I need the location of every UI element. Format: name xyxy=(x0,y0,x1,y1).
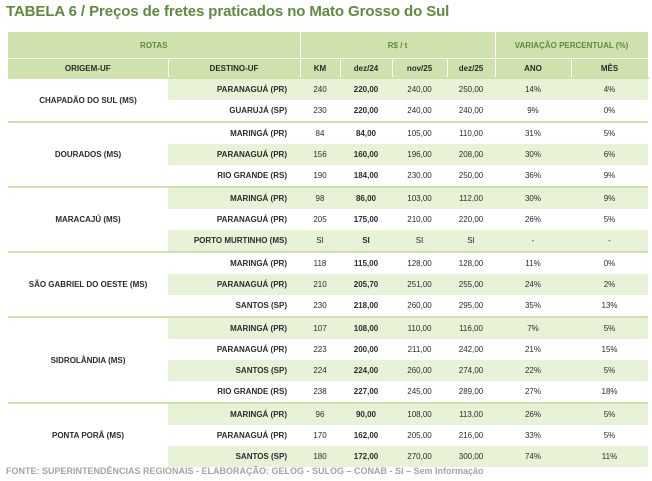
km-cell: 230 xyxy=(313,301,327,310)
destination-cell: PARANAGUÁ (PR) xyxy=(216,215,287,224)
month-variation-cell: 0% xyxy=(571,252,648,274)
dec24-cell: 175,00 xyxy=(353,215,379,224)
year-variation-cell: 30% xyxy=(495,187,571,209)
dec25-cell: 208,00 xyxy=(447,144,495,165)
year-variation-cell: 31% xyxy=(495,122,571,144)
km-cell: 98 xyxy=(300,187,340,209)
destination-cell: MARINGÁ (PR) xyxy=(168,122,300,144)
year-variation-cell: 24% xyxy=(495,274,571,295)
header-group-row xyxy=(8,32,648,59)
year-variation-cell: 7% xyxy=(495,317,571,339)
dec25-cell: 216,00 xyxy=(458,431,484,440)
dec24-cell: 162,00 xyxy=(353,431,379,440)
table-row xyxy=(8,317,648,339)
nov25-cell: 251,00 xyxy=(392,274,447,295)
destination-cell: MARINGÁ (PR) xyxy=(168,403,300,425)
dec24-cell: 224,00 xyxy=(340,360,392,381)
month-variation-cell: 6% xyxy=(571,144,648,165)
destination-cell: MARINGÁ (PR) xyxy=(168,317,300,339)
origin-cell: SIDROLÂNDIA (MS) xyxy=(8,317,168,403)
destination-cell: RIO GRANDE (RS) xyxy=(217,171,287,180)
dec25-cell: SI xyxy=(447,230,495,252)
header-year: ANO xyxy=(495,59,571,79)
km-cell: 224 xyxy=(300,360,340,381)
month-variation-cell: 4% xyxy=(571,78,648,100)
km-cell: 190 xyxy=(313,171,327,180)
dec25-cell: 274,00 xyxy=(447,360,495,381)
km-cell: 210 xyxy=(300,274,340,295)
dec25-cell: 255,00 xyxy=(447,274,495,295)
dec24-cell: 220,00 xyxy=(340,78,392,100)
month-variation-cell: 5% xyxy=(571,317,648,339)
dec25-cell: 242,00 xyxy=(458,345,484,354)
dec25-cell: 112,00 xyxy=(447,187,495,209)
header-dec25: dez/25 xyxy=(447,59,495,79)
month-variation-cell: 18% xyxy=(601,387,618,396)
month-variation-cell: 2% xyxy=(571,274,648,295)
nov25-cell: 240,00 xyxy=(407,106,432,115)
destination-cell: PARANAGUÁ (PR) xyxy=(216,431,287,440)
km-cell: 156 xyxy=(300,144,340,165)
table-row xyxy=(8,252,648,274)
month-variation-cell: 9% xyxy=(603,171,616,180)
destination-cell: SANTOS (SP) xyxy=(235,301,287,310)
destination-cell: MARINGÁ (PR) xyxy=(168,187,300,209)
nov25-cell: 210,00 xyxy=(407,215,432,224)
origin-cell: DOURADOS (MS) xyxy=(8,122,168,187)
dec24-cell: 86,00 xyxy=(340,187,392,209)
nov25-cell: 196,00 xyxy=(392,144,447,165)
origin-cell: CHAPADÃO DO SUL (MS) xyxy=(8,78,168,122)
dec25-cell: 295,00 xyxy=(458,301,484,310)
nov25-cell: 108,00 xyxy=(392,403,447,425)
nov25-cell: 103,00 xyxy=(392,187,447,209)
month-variation-cell: 9% xyxy=(571,187,648,209)
year-variation-cell: 35% xyxy=(524,301,541,310)
dec24-cell: 205,70 xyxy=(340,274,392,295)
destination-cell: PARANAGUÁ (PR) xyxy=(168,274,300,295)
year-variation-cell: 36% xyxy=(524,171,541,180)
origin-cell: PONTA PORÃ (MS) xyxy=(8,403,168,467)
year-variation-cell: 30% xyxy=(495,144,571,165)
dec24-cell: SI xyxy=(340,230,392,252)
nov25-cell: 110,00 xyxy=(392,317,447,339)
nov25-cell: SI xyxy=(392,230,447,252)
dec25-cell: 113,00 xyxy=(447,403,495,425)
dec25-cell: 110,00 xyxy=(447,122,495,144)
month-variation-cell: 13% xyxy=(601,301,618,310)
km-cell: 170 xyxy=(313,431,327,440)
dec25-cell: 128,00 xyxy=(447,252,495,274)
month-variation-cell: 5% xyxy=(571,403,648,425)
km-cell: 205 xyxy=(313,215,327,224)
year-variation-cell: - xyxy=(495,230,571,252)
header-km: KM xyxy=(300,59,340,79)
table-row xyxy=(8,122,648,144)
km-cell: 118 xyxy=(300,252,340,274)
km-cell: 240 xyxy=(300,78,340,100)
dec25-cell: 250,00 xyxy=(447,78,495,100)
table-row xyxy=(8,403,648,425)
month-variation-cell: 5% xyxy=(603,215,616,224)
nov25-cell: 270,00 xyxy=(392,446,447,467)
destination-cell: PARANAGUÁ (PR) xyxy=(216,345,287,354)
dec24-cell: 90,00 xyxy=(340,403,392,425)
destination-cell: GUARUJÁ (SP) xyxy=(229,106,287,115)
month-variation-cell: 15% xyxy=(601,345,618,354)
dec24-cell: 115,00 xyxy=(340,252,392,274)
year-variation-cell: 26% xyxy=(495,403,571,425)
table-row xyxy=(8,78,648,100)
nov25-cell: 128,00 xyxy=(392,252,447,274)
dec24-cell: 160,00 xyxy=(340,144,392,165)
dec24-cell: 218,00 xyxy=(353,301,379,310)
dec24-cell: 84,00 xyxy=(340,122,392,144)
month-variation-cell: 5% xyxy=(603,431,616,440)
destination-cell: SANTOS (SP) xyxy=(168,360,300,381)
dec25-cell: 220,00 xyxy=(458,215,484,224)
km-cell: 223 xyxy=(313,345,327,354)
month-variation-cell: - xyxy=(571,230,648,252)
year-variation-cell: 9% xyxy=(527,106,539,115)
year-variation-cell: 27% xyxy=(524,387,541,396)
freight-prices-table xyxy=(8,32,649,467)
year-variation-cell: 26% xyxy=(524,215,541,224)
month-variation-cell: 0% xyxy=(603,106,616,115)
km-cell: 238 xyxy=(313,387,327,396)
km-cell: 84 xyxy=(300,122,340,144)
month-variation-cell: 11% xyxy=(571,446,648,467)
dec25-cell: 116,00 xyxy=(447,317,495,339)
header-destination: DESTINO-UF xyxy=(168,59,300,79)
nov25-cell: 211,00 xyxy=(407,345,432,354)
header-price: R$ / t xyxy=(300,32,495,59)
table-title: TABELA 6 / Preços de fretes praticados no Mato Grosso do Sul xyxy=(6,3,450,20)
dec24-cell: 108,00 xyxy=(340,317,392,339)
header-routes: ROTAS xyxy=(8,32,300,59)
year-variation-cell: 33% xyxy=(524,431,541,440)
nov25-cell: 230,00 xyxy=(407,171,432,180)
year-variation-cell: 11% xyxy=(495,252,571,274)
nov25-cell: 205,00 xyxy=(407,431,432,440)
nov25-cell: 260,00 xyxy=(392,360,447,381)
source-footnote: FONTE: SUPERINTENDÊNCIAS REGIONAIS - ELABORAÇÃO: GELOG - SULOG – CONAB - SI – Sem Informação xyxy=(6,466,484,476)
km-cell: 107 xyxy=(300,317,340,339)
dec25-cell: 240,00 xyxy=(458,106,484,115)
destination-cell: MARINGÁ (PR) xyxy=(168,252,300,274)
year-variation-cell: 74% xyxy=(495,446,571,467)
header-origin: ORIGEM-UF xyxy=(8,59,168,79)
month-variation-cell: 5% xyxy=(571,360,648,381)
year-variation-cell: 21% xyxy=(524,345,541,354)
destination-cell: SANTOS (SP) xyxy=(168,446,300,467)
dec25-cell: 300,00 xyxy=(447,446,495,467)
dec25-cell: 250,00 xyxy=(458,171,484,180)
destination-cell: PORTO MURTINHO (MS) xyxy=(168,230,300,252)
origin-cell: MARACAJÚ (MS) xyxy=(8,187,168,252)
nov25-cell: 260,00 xyxy=(407,301,432,310)
year-variation-cell: 22% xyxy=(495,360,571,381)
year-variation-cell: 14% xyxy=(495,78,571,100)
dec24-cell: 184,00 xyxy=(353,171,379,180)
dec25-cell: 289,00 xyxy=(458,387,484,396)
table-row xyxy=(8,187,648,209)
destination-cell: RIO GRANDE (RS) xyxy=(217,387,287,396)
km-cell: 230 xyxy=(313,106,327,115)
header-nov25: nov/25 xyxy=(392,59,447,79)
destination-cell: PARANAGUÁ (PR) xyxy=(168,144,300,165)
km-cell: 180 xyxy=(300,446,340,467)
dec24-cell: 220,00 xyxy=(353,106,379,115)
month-variation-cell: 5% xyxy=(571,122,648,144)
dec24-cell: 227,00 xyxy=(353,387,379,396)
header-variation: VARIAÇÃO PERCENTUAL (%) xyxy=(495,32,648,59)
nov25-cell: 245,00 xyxy=(407,387,432,396)
dec24-cell: 200,00 xyxy=(353,345,379,354)
destination-cell: PARANAGUÁ (PR) xyxy=(168,78,300,100)
header-dec24: dez/24 xyxy=(340,59,392,79)
nov25-cell: 105,00 xyxy=(392,122,447,144)
km-cell: SI xyxy=(300,230,340,252)
dec24-cell: 172,00 xyxy=(340,446,392,467)
header-column-row xyxy=(8,59,648,79)
nov25-cell: 240,00 xyxy=(392,78,447,100)
header-month: MÊS xyxy=(571,59,648,79)
km-cell: 96 xyxy=(300,403,340,425)
origin-cell: SÃO GABRIEL DO OESTE (MS) xyxy=(8,252,168,317)
